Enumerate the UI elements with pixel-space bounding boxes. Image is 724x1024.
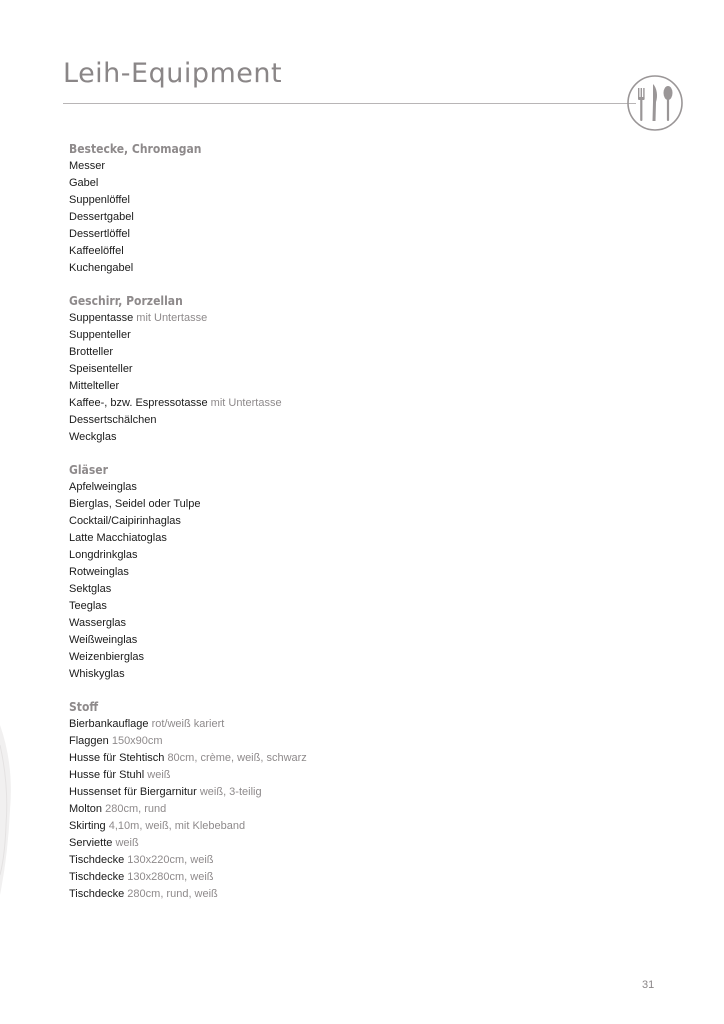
- item-detail: 280cm, rund, weiß: [127, 888, 218, 900]
- list-item: Dessertlöffel: [69, 228, 130, 240]
- list-item: Kaffee-, bzw. Espressotasse mit Untertasse: [69, 397, 282, 409]
- equipment-list: [69, 141, 669, 919]
- list-item: Kaffeelöffel: [69, 245, 124, 257]
- list-item: Suppenteller: [69, 329, 131, 341]
- page-title: Leih-Equipment: [63, 58, 283, 89]
- list-item: Mittelteller: [69, 380, 120, 392]
- list-item: Brotteller: [69, 346, 114, 358]
- list-item: Apfelweinglas: [69, 481, 137, 493]
- item-detail: mit Untertasse: [136, 312, 208, 324]
- item-detail: 130x280cm, weiß: [127, 871, 214, 883]
- list-item: Suppentasse mit Untertasse: [69, 312, 208, 324]
- item-detail: weiß: [147, 769, 171, 781]
- item-detail: 150x90cm: [111, 735, 163, 747]
- list-item: Sektglas: [69, 583, 112, 595]
- list-item: Skirting 4,10m, weiß, mit Klebeband: [69, 820, 246, 832]
- list-item: Bierglas, Seidel oder Tulpe: [69, 498, 201, 510]
- list-item: Wasserglas: [69, 617, 127, 629]
- section-stoff: [69, 699, 669, 903]
- list-item: Suppenlöffel: [69, 194, 130, 206]
- section-geschirr: [69, 293, 669, 446]
- section-title: Bestecke, Chromagan: [69, 142, 202, 156]
- item-detail: rot/weiß kariert: [151, 718, 225, 730]
- section-title: Geschirr, Porzellan: [69, 294, 183, 308]
- section-bestecke: [69, 141, 669, 277]
- title-divider: [63, 103, 636, 104]
- list-item: Dessertschälchen: [69, 414, 157, 426]
- list-item: Bierbankauflage rot/weiß kariert: [69, 718, 225, 730]
- section-glaeser: [69, 462, 669, 683]
- list-item: Latte Macchiatoglas: [69, 532, 167, 544]
- list-item: Gabel: [69, 177, 99, 189]
- list-item: Messer: [69, 160, 106, 172]
- page-number: 31: [642, 979, 655, 991]
- list-item: Husse für Stehtisch 80cm, crème, weiß, schwarz: [69, 752, 307, 764]
- item-detail: weiß: [115, 837, 139, 849]
- list-item: Tischdecke 130x220cm, weiß: [69, 854, 214, 866]
- list-item: Weizenbierglas: [69, 651, 145, 663]
- list-item: Longdrinkglas: [69, 549, 138, 561]
- section-title: Stoff: [69, 700, 99, 714]
- list-item: Flaggen 150x90cm: [69, 735, 163, 747]
- list-item: Hussenset für Biergarnitur weiß, 3-teilig: [69, 786, 262, 798]
- list-item: Teeglas: [69, 600, 107, 612]
- item-detail: 80cm, crème, weiß, schwarz: [167, 752, 307, 764]
- list-item: Speisenteller: [69, 363, 133, 375]
- item-detail: 130x220cm, weiß: [127, 854, 214, 866]
- list-item: Cocktail/Caipirinhaglas: [69, 515, 181, 527]
- list-item: Kuchengabel: [69, 262, 134, 274]
- list-item: Tischdecke 130x280cm, weiß: [69, 871, 214, 883]
- section-title: Gläser: [69, 463, 108, 477]
- list-item: Molton 280cm, rund: [69, 803, 167, 815]
- decorative-texture: [0, 725, 16, 895]
- list-item: Husse für Stuhl weiß: [69, 769, 171, 781]
- list-item: Dessertgabel: [69, 211, 134, 223]
- cutlery-icon: [626, 74, 684, 132]
- item-detail: 280cm, rund: [105, 803, 167, 815]
- list-item: Weißweinglas: [69, 634, 138, 646]
- item-detail: weiß, 3-teilig: [199, 786, 262, 798]
- item-detail: mit Untertasse: [210, 397, 282, 409]
- list-item: Rotweinglas: [69, 566, 129, 578]
- list-item: Whiskyglas: [69, 668, 125, 680]
- item-detail: 4,10m, weiß, mit Klebeband: [108, 820, 246, 832]
- list-item: Weckglas: [69, 431, 117, 443]
- list-item: Serviette weiß: [69, 837, 139, 849]
- list-item: Tischdecke 280cm, rund, weiß: [69, 888, 218, 900]
